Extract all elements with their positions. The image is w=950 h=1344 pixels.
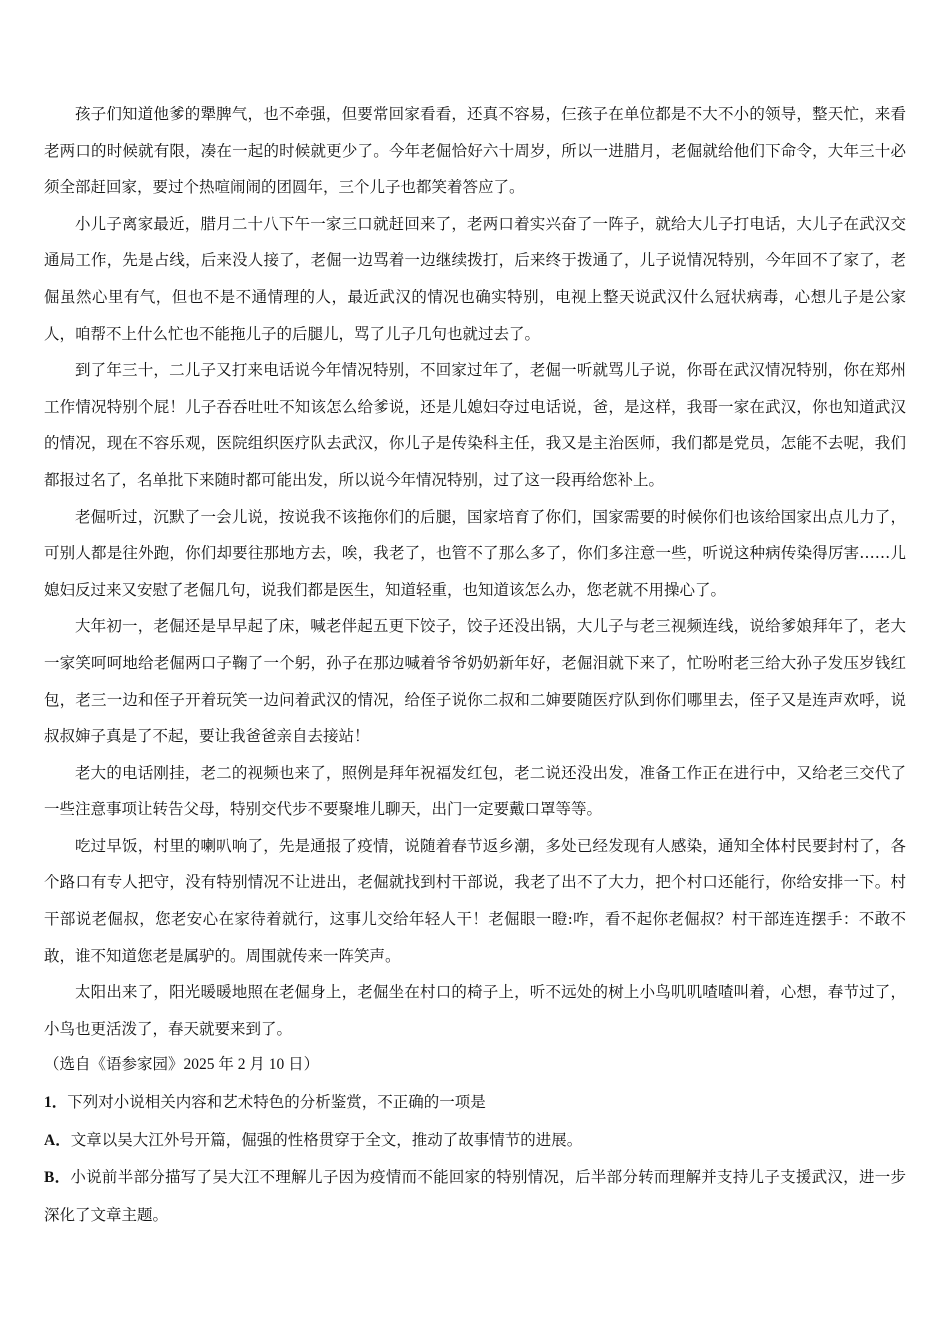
option-b [44, 1159, 906, 1233]
option-a-label: A． [44, 1131, 71, 1149]
paragraph-5: 大年初一，老倔还是早早起了床，喊老伴起五更下饺子，饺子还没出锅，大儿子与老三视频连线，说给爹娘拜年了，老大一家笑呵呵地给老倔两口子鞠了一个躬，孙子在那边喊着爷爷奶奶新年好，老倔泪就下来了，忙吩咐老三给大孙子发压岁钱红包，老三一边和侄子开着玩笑一边问着武汉的情况，给侄子说你二叔和二婶要随医疗队到你们哪里去，侄子又是连声欢呼，说叔叔婶子真是了不起，要让我爸爸亲自去接站！ [44, 617, 906, 746]
paragraph-1: 孩子们知道他爹的犟脾气，也不牵强，但要常回家看看，还真不容易，仨孩子在单位都是不大不小的领导，整天忙，来看老两口的时候就有限，凑在一起的时候就更少了。今年老倔恰好六十周岁，所以一进腊月，老倔就给他们下命令，大年三十必须全部赶回家，要过个热喧闹闹的团圆年，三个儿子也都笑着答应了。 [44, 105, 906, 197]
question-number: 1． [44, 1094, 68, 1112]
paragraph-2: 小儿子离家最近，腊月二十八下午一家三口就赶回来了，老两口着实兴奋了一阵子，就给大儿子打电话，大儿子在武汉交通局工作，先是占线，后来没人接了，老倔一边骂着一边继续拨打，后来终于拨通了，儿子说情况特别，今年回不了家了，老倔虽然心里有气，但也不是不通情理的人，最近武汉的情况也确实特别，电视上整天说武汉什么冠状病毒，心想儿子是公家人，咱帮不上什么忙也不能拖儿子的后腿儿，骂了儿子几句也就过去了。 [44, 214, 906, 343]
paragraph-6: 老大的电话刚挂，老二的视频也来了，照例是拜年祝福发红包，老二说还没出发，准备工作正在进行中，又给老三交代了一些注意事项让转告父母，特别交代步不要聚堆儿聊天，出门一定要戴口罩等等。 [44, 763, 906, 819]
question-stem: 下列对小说相关内容和艺术特色的分析鉴赏，不正确的一项是 [67, 1093, 486, 1112]
document-page [44, 96, 906, 1233]
paragraph-8: 太阳出来了，阳光暖暖地照在老倔身上，老倔坐在村口的椅子上，听不远处的树上小鸟叽叽喳喳叫着，心想，春节过了，小鸟也更活泼了，春天就要来到了。 [44, 983, 906, 1038]
question-1 [44, 1084, 906, 1122]
paragraph-4: 老倔听过，沉默了一会儿说，按说我不该拖你们的后腿，国家培育了你们，国家需要的时候你们也该给国家出点儿力了，可别人都是往外跑，你们却要往那地方去，唉，我老了，也管不了那么多了，你们多注意一些，听说这种病传染得厉害……儿媳妇反过来又安慰了老倔几句，说我们都是医生，知道轻重，也知道该怎么办，您老就不用操心了。 [44, 507, 906, 599]
option-b-text: 小说前半部分描写了吴大江不理解儿子因为疫情而不能回家的特别情况，后半部分转而理解并支持儿子支援武汉，进一步深化了文章主题。 [44, 1168, 906, 1224]
option-a-text: 文章以吴大江外号开篇，倔强的性格贯穿于全文，推动了故事情节的进展。 [70, 1130, 583, 1149]
option-b-label: B． [44, 1169, 71, 1187]
option-a [44, 1122, 906, 1160]
source-citation: （选自《语参家园》2025 年 2 月 10 日） [44, 1056, 320, 1074]
paragraph-7: 吃过早饭，村里的喇叭响了，先是通报了疫情，说随着春节返乡潮，多处已经发现有人感染，通知全体村民要封村了，各个路口有专人把守，没有特别情况不让进出，老倔就找到村干部说，我老了出不了大力，把个村口还能行，你给安排一下。村干部说老倔叔，您老安心在家待着就行，这事儿交给年轻人干！老倔眼一瞪:咋，看不起你老倔叔？村干部连连摆手：不敢不敢，谁不知道您老是属驴的。周围就传来一阵笑声。 [44, 836, 906, 965]
paragraph-3: 到了年三十，二儿子又打来电话说今年情况特别，不回家过年了，老倔一听就骂儿子说，你哥在武汉情况特别，你在郑州工作情况特别个屁！儿子吞吞吐吐不知该怎么给爹说，还是儿媳妇夺过电话说，爸，是这样，我哥一家在武汉，你也知道武汉的情况，现在不容乐观，医院组织医疗队去武汉，你儿子是传染科主任，我又是主治医师，我们都是党员，怎能不去呢，我们都报过名了，名单批下来随时都可能出发，所以说今年情况特别，过了这一段再给您补上。 [44, 361, 906, 489]
